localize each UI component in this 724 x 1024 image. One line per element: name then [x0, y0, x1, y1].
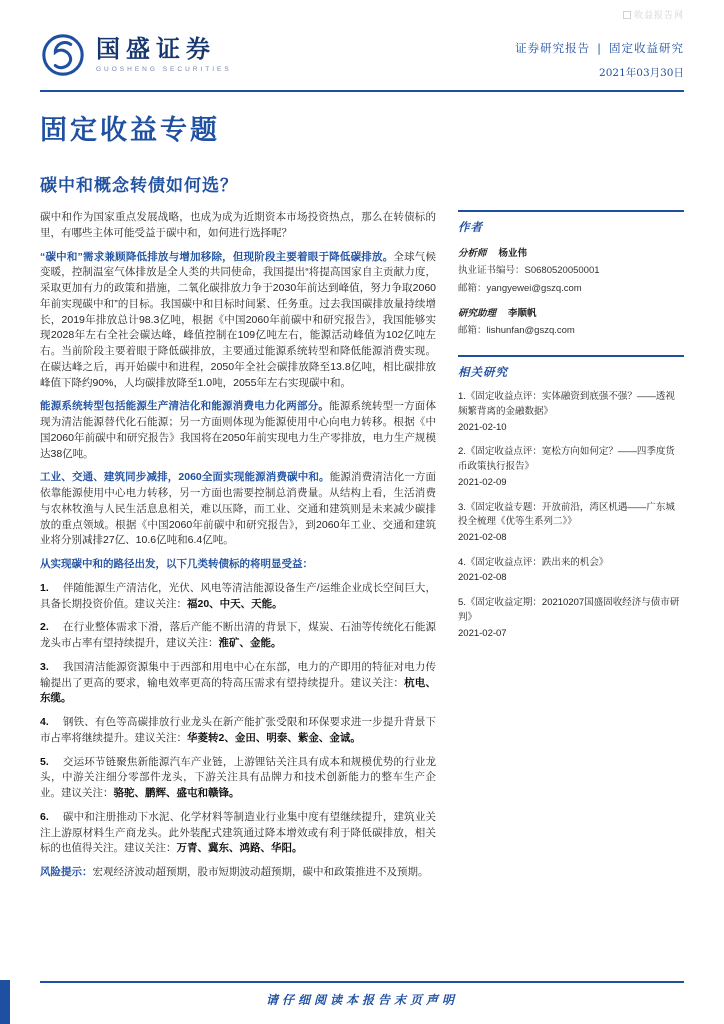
header-separator: | [597, 41, 602, 55]
assistant-email: lishunfan@gszq.com [486, 324, 575, 336]
paragraph-segment: 在行业整体需求下滑，落后产能不断出清的背景下，煤炭、石油等传统化石能源龙头市占率有望持续提升，建议关注： [40, 621, 436, 649]
paragraph [40, 210, 436, 242]
brand-text [96, 34, 232, 73]
watermark-text: 收益报告网 [633, 10, 684, 20]
paragraph-segment: 6. [40, 810, 49, 823]
paragraph [40, 810, 436, 857]
footer-divider [40, 981, 684, 983]
paragraph [40, 470, 436, 549]
analyst-email-row [458, 282, 684, 296]
assistant-label: 研究助理 [458, 307, 497, 319]
paragraph [40, 620, 436, 652]
assistant-email-row [458, 324, 684, 338]
sidebar [458, 210, 684, 659]
guosheng-logo-icon [40, 32, 86, 78]
paragraph [40, 557, 436, 573]
content-columns [40, 210, 684, 889]
related-research-item [458, 556, 684, 586]
cert-number: S0680520050001 [524, 265, 600, 276]
analyst-name: 杨业伟 [498, 248, 528, 259]
paragraph [40, 660, 436, 707]
paragraph-segment: 淮矿、金能。 [218, 637, 282, 649]
paragraph [40, 250, 436, 392]
report-category: 固定收益研究 [609, 41, 684, 55]
related-research-date: 2021-02-09 [458, 476, 507, 488]
paragraph-segment: 碳中和注册推动下水泥、化学材料等制造业行业集中度有望继续提升，建筑业关注上游原材料生产商龙头。此外装配式建筑通过降本增效或有利于降低碳排放，相关标的也值得关注。建议关注： [40, 810, 436, 855]
paragraph [40, 715, 436, 747]
paragraph-segment: 万青、冀东、鸿路、华阳。 [176, 842, 303, 855]
paragraph-segment: 我国清洁能源资源集中于西部和用电中心在东部，电力的产即用的特征对电力传输提出了更高的要求，输电效率更高的特高压需求有望持续提升。建议关注： [40, 660, 436, 689]
related-research-item [458, 445, 684, 490]
paragraph [40, 755, 436, 802]
paragraph-segment: 能源系统转型包括能源生产清洁化和能源消费电力化两部分。 [40, 400, 330, 413]
paragraph-segment: 宏观经济波动超预期，股市短期波动超预期，碳中和政策推进不及预期。 [92, 866, 429, 878]
paragraph-segment: 骆驼、鹏辉、盛屯和赣锋。 [113, 787, 240, 799]
paragraph-segment: 交运环节链聚焦新能源汽车产业链，上游锂钴关注具有成本和规模优势的行业龙头，中游关注细分零部件龙头，下游关注具有品牌力和技术创新能力的整车生产企业。建议关注： [40, 755, 436, 799]
paragraph-segment: 从实现碳中和的路径出发，以下几类转债标的将明显受益： [40, 558, 313, 570]
assistant-name: 李顺帆 [508, 307, 537, 319]
email-label: 邮箱： [458, 282, 487, 294]
author-section [458, 210, 684, 337]
paragraph-segment: 杭电、东缆。 [40, 676, 437, 705]
related-research-date: 2021-02-10 [458, 421, 507, 433]
paragraph-segment: 钢铁、有色等高碳排放行业龙头在新产能扩张受限和环保要求进一步提升背景下市占率将继续提升。建议关注： [40, 716, 436, 744]
report-type: 证券研究报告 [515, 41, 591, 55]
related-research-list [458, 390, 684, 641]
paragraph-segment: 碳中和作为国家重点发展战略，也成为成为近期资本市场投资热点，那么在转债标的里，有哪些主体可能受益于碳中和，如何进行选择呢？ [40, 211, 436, 239]
paragraph-segment: 3. [40, 660, 49, 673]
related-research-item [458, 390, 684, 435]
cert-label: 执业证书编号： [458, 265, 525, 276]
related-research-date: 2021-02-08 [458, 572, 507, 584]
paragraph-segment: 1. [40, 581, 49, 594]
paragraph-segment: 华菱转2、金田、明泰、紫金、金诚。 [187, 731, 361, 744]
related-heading: 相关研究 [458, 365, 508, 380]
report-series-title: 固定收益专题 [40, 115, 220, 146]
corner-decoration [0, 980, 10, 1024]
assistant-row [458, 305, 684, 319]
related-research-title: 1.《固定收益点评：实体融资到底强不强？——透视频繁背离的金融数据》 [458, 391, 675, 418]
paragraph-segment: “碳中和”需求兼顾降低排放与增加移除，但现阶段主要着眼于降低碳排放。 [40, 250, 394, 263]
header-divider [40, 90, 684, 92]
body-paragraphs [40, 210, 436, 889]
analyst-email: yangyewei@gszq.com [486, 282, 582, 294]
paragraph-segment: 能源消费清洁化一方面依靠能源使用中心电力转移，另一方面也需要控制总消费量。从结构上看，生活消费与农林牧渔与人民生活息息相关，难以压降，而工业、交通和建筑则是未来减少碳排放的重点领域。根据《中国2060年前碳中和研究报告》，到2060年工业、交通和建筑业将分别减排27亿、10.6亿吨和6.4亿吨。 [40, 471, 437, 547]
related-research-date: 2021-02-07 [458, 627, 507, 639]
paragraph [40, 399, 436, 462]
related-research-title: 4.《固定收益点评：跌出来的机会》 [458, 556, 609, 568]
footer-disclaimer: 请仔细阅读本报告末页声明 [265, 993, 458, 1007]
author-heading: 作者 [458, 220, 483, 234]
brand [40, 32, 232, 78]
paragraph-segment: 全球气候变暖，控制温室气体排放是全人类的共同使命，我国提出“将提高国家自主贡献力度，采取更加有力的政策和措施，二氧化碳排放力争于2030年前达到峰值，努力争取2060年前实现碳中和”的目标。我国碳中和目标时间紧、任务重。过去我国碳排放量持续增长，2019年排放总计98.3亿吨，根据《中国2060年前碳中和研究报告》，我国能够实现2028年左右全社会碳达峰，峰值控制在109亿吨左右，能源活动峰值为102亿吨左右。当前阶段主要着眼于降低碳排放，主要通过能源系统转型和降低能源消费实现。在碳达峰之后，再开始碳中和进程，2050年全社会碳排放降至13.8亿吨，相比碳排放峰值下降约90%，人均碳排放降至1.0吨，2055年左右实现碳中和。 [40, 250, 436, 389]
paragraph-segment: 福20、中天、天能。 [187, 597, 283, 610]
report-title: 碳中和概念转债如何选？ [40, 176, 238, 195]
report-type-line [515, 40, 684, 56]
related-research-title: 5.《固定收益定期：20210207国盛固收经济与债市研判》 [458, 597, 680, 623]
paragraph-segment: 伴随能源生产清洁化，光伏、风电等清洁能源设备生产/运维企业成长空间巨大，具备长期投资价值。建议关注： [40, 581, 436, 610]
watermark [623, 8, 684, 21]
paragraph-segment: 能源系统转型一方面体现为清洁能源替代化石能源；另一方面则体现为能源使用中心向电力转移。根据《中国2060年前碳中和研究报告》我国将在2050年前实现电力生产零排放，电力生产规模达38亿吨。 [40, 400, 436, 460]
report-footer [40, 981, 684, 1008]
watermark-icon [623, 11, 631, 19]
related-research-item [458, 596, 684, 641]
brand-subtitle: GUOSHENG SECURITIES [96, 66, 232, 73]
related-research-item [458, 501, 684, 546]
report-date: 2021年03月30日 [599, 67, 684, 79]
related-research-date: 2021-02-08 [458, 532, 507, 544]
paragraph-segment: 5. [40, 755, 49, 768]
paragraph [40, 581, 436, 613]
related-research-section [458, 355, 684, 641]
paragraph-segment: 工业、交通、建筑同步减排，2060全面实现能源消费碳中和。 [40, 471, 330, 484]
analyst-row [458, 245, 684, 259]
cert-row [458, 264, 684, 278]
related-research-title: 3.《固定收益专题：开放前沿，湾区机遇——广东城投全梳理《优等生系列二》》 [458, 501, 675, 528]
brand-name: 国盛证券 [96, 34, 216, 63]
analyst-label: 分析师 [458, 248, 487, 259]
report-header [40, 0, 684, 80]
paragraph-segment: 4. [40, 716, 49, 728]
header-meta [515, 32, 684, 80]
email-label: 邮箱： [458, 324, 487, 336]
paragraph-segment: 风险提示： [40, 866, 93, 878]
paragraph-segment: 2. [40, 621, 49, 634]
paragraph [40, 865, 436, 881]
related-research-title: 2.《固定收益点评：宽松方向如何定？——四季度货币政策执行报告》 [458, 446, 675, 473]
